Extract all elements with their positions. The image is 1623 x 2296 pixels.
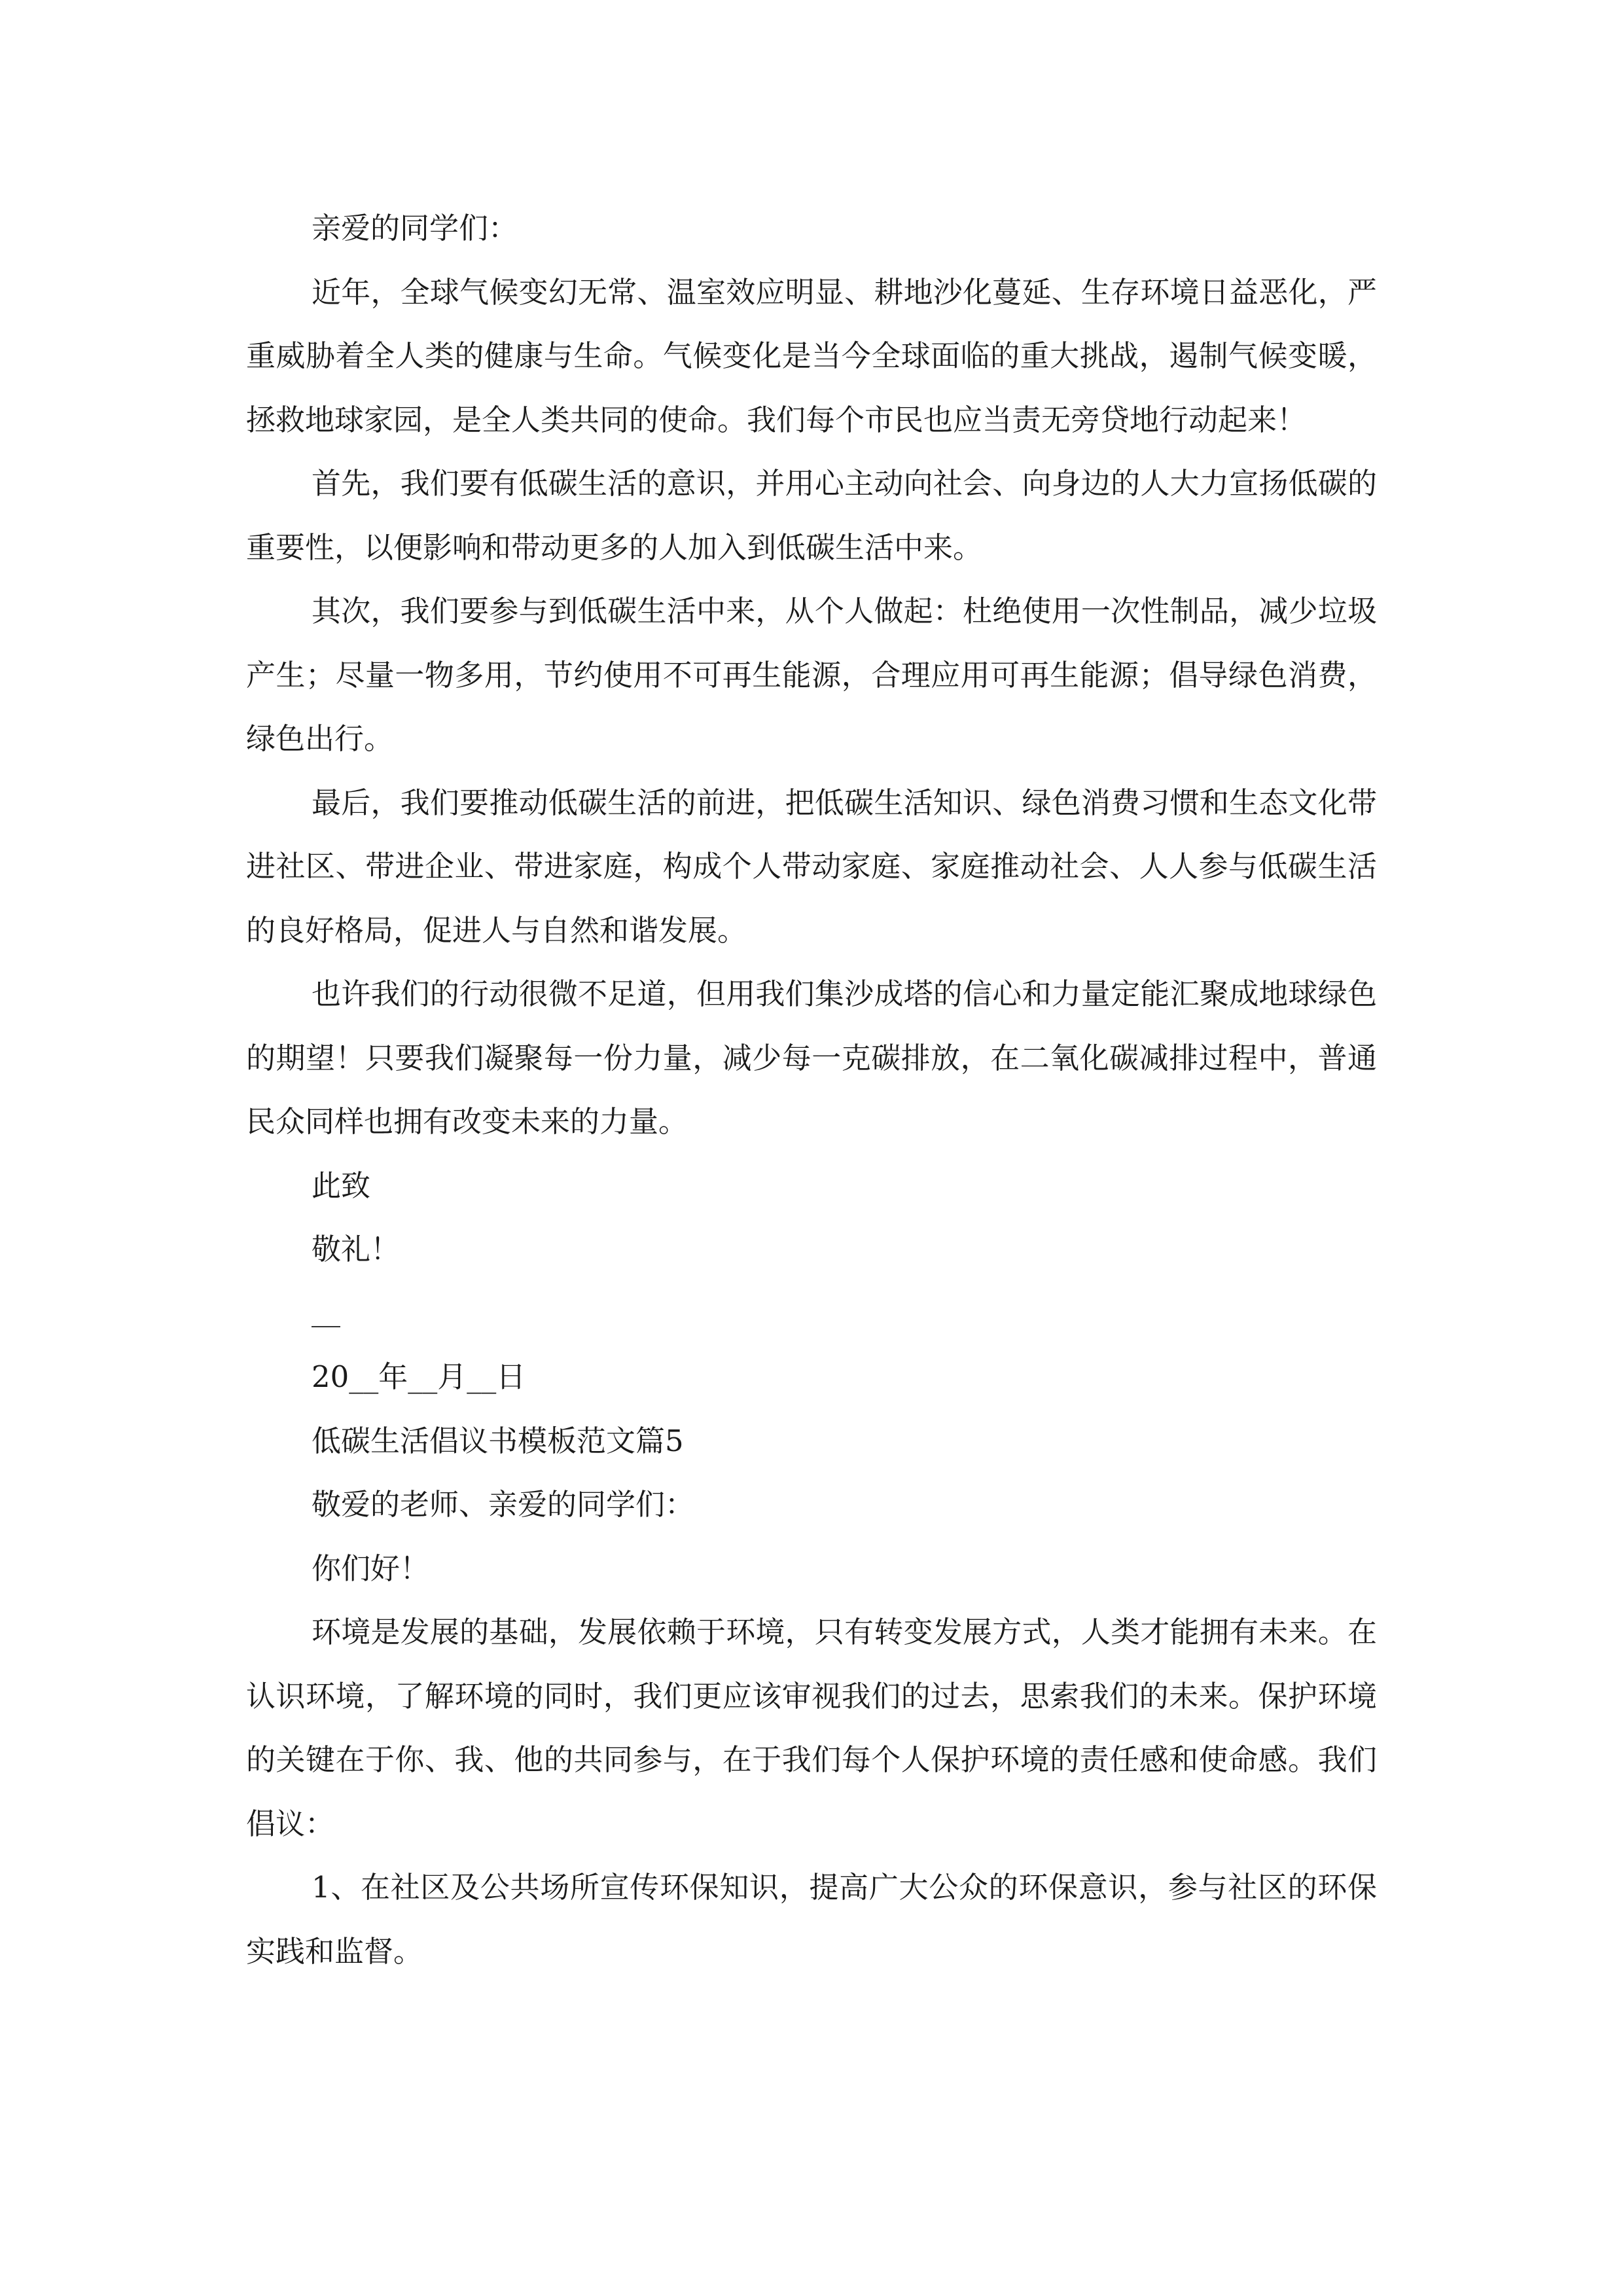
document-body	[246, 196, 1377, 1983]
signature-placeholder	[246, 1282, 1377, 1346]
paragraph-environment: 环境是发展的基础，发展依赖于环境，只有转变发展方式，人类才能拥有未来。在认识环境，了解环境的同时，我们更应该审视我们的过去，思索我们的未来。保护环境的关键在于你、我、他的共同参与，在于我们每个人保护环境的责任感和使命感。我们倡议：	[246, 1615, 1377, 1841]
paragraph-first: 首先，我们要有低碳生活的意识，并用心主动向社会、向身边的人大力宣扬低碳的重要性，以便影响和带动更多的人加入到低碳生活中来。	[246, 466, 1377, 565]
date-line: 20__年__月__日	[312, 1359, 526, 1394]
paragraph-perhaps: 也许我们的行动很微不足道，但用我们集沙成塔的信心和力量定能汇聚成地球绿色的期望！只要我们凝聚每一份力量，减少每一克碳排放，在二氧化碳减排过程中，普通民众同样也拥有改变未来的力量。	[246, 977, 1377, 1139]
paragraph-last: 最后，我们要推动低碳生活的前进，把低碳生活知识、绿色消费习惯和生态文化带进社区、带进企业、带进家庭，构成个人带动家庭、家庭推动社会、人人参与低碳生活的良好格局，促进人与自然和谐发展。	[246, 785, 1377, 948]
salutation: 亲爱的同学们：	[312, 211, 518, 245]
closing-line-2: 敬礼！	[312, 1232, 401, 1266]
greeting-hello: 你们好！	[312, 1551, 430, 1586]
section-title: 低碳生活倡议书模板范文篇5	[312, 1423, 684, 1458]
paragraph-second: 其次，我们要参与到低碳生活中来，从个人做起：杜绝使用一次性制品，减少垃圾产生；尽量一物多用，节约使用不可再生能源，合理应用可再生能源；倡导绿色消费，绿色出行。	[246, 594, 1377, 756]
salutation-2: 敬爱的老师、亲爱的同学们：	[312, 1487, 695, 1522]
proposal-item-1: 1、在社区及公共场所宣传环保知识，提高广大公众的环保意识，参与社区的环保实践和监督。	[246, 1870, 1377, 1969]
signature-dash	[312, 1326, 340, 1327]
paragraph-intro: 近年，全球气候变幻无常、温室效应明显、耕地沙化蔓延、生存环境日益恶化，严重威胁着全人类的健康与生命。气候变化是当今全球面临的重大挑战，遏制气候变暖，拯救地球家园，是全人类共同的使命。我们每个市民也应当责无旁贷地行动起来！	[246, 274, 1377, 437]
closing-line-1: 此致	[312, 1168, 371, 1203]
